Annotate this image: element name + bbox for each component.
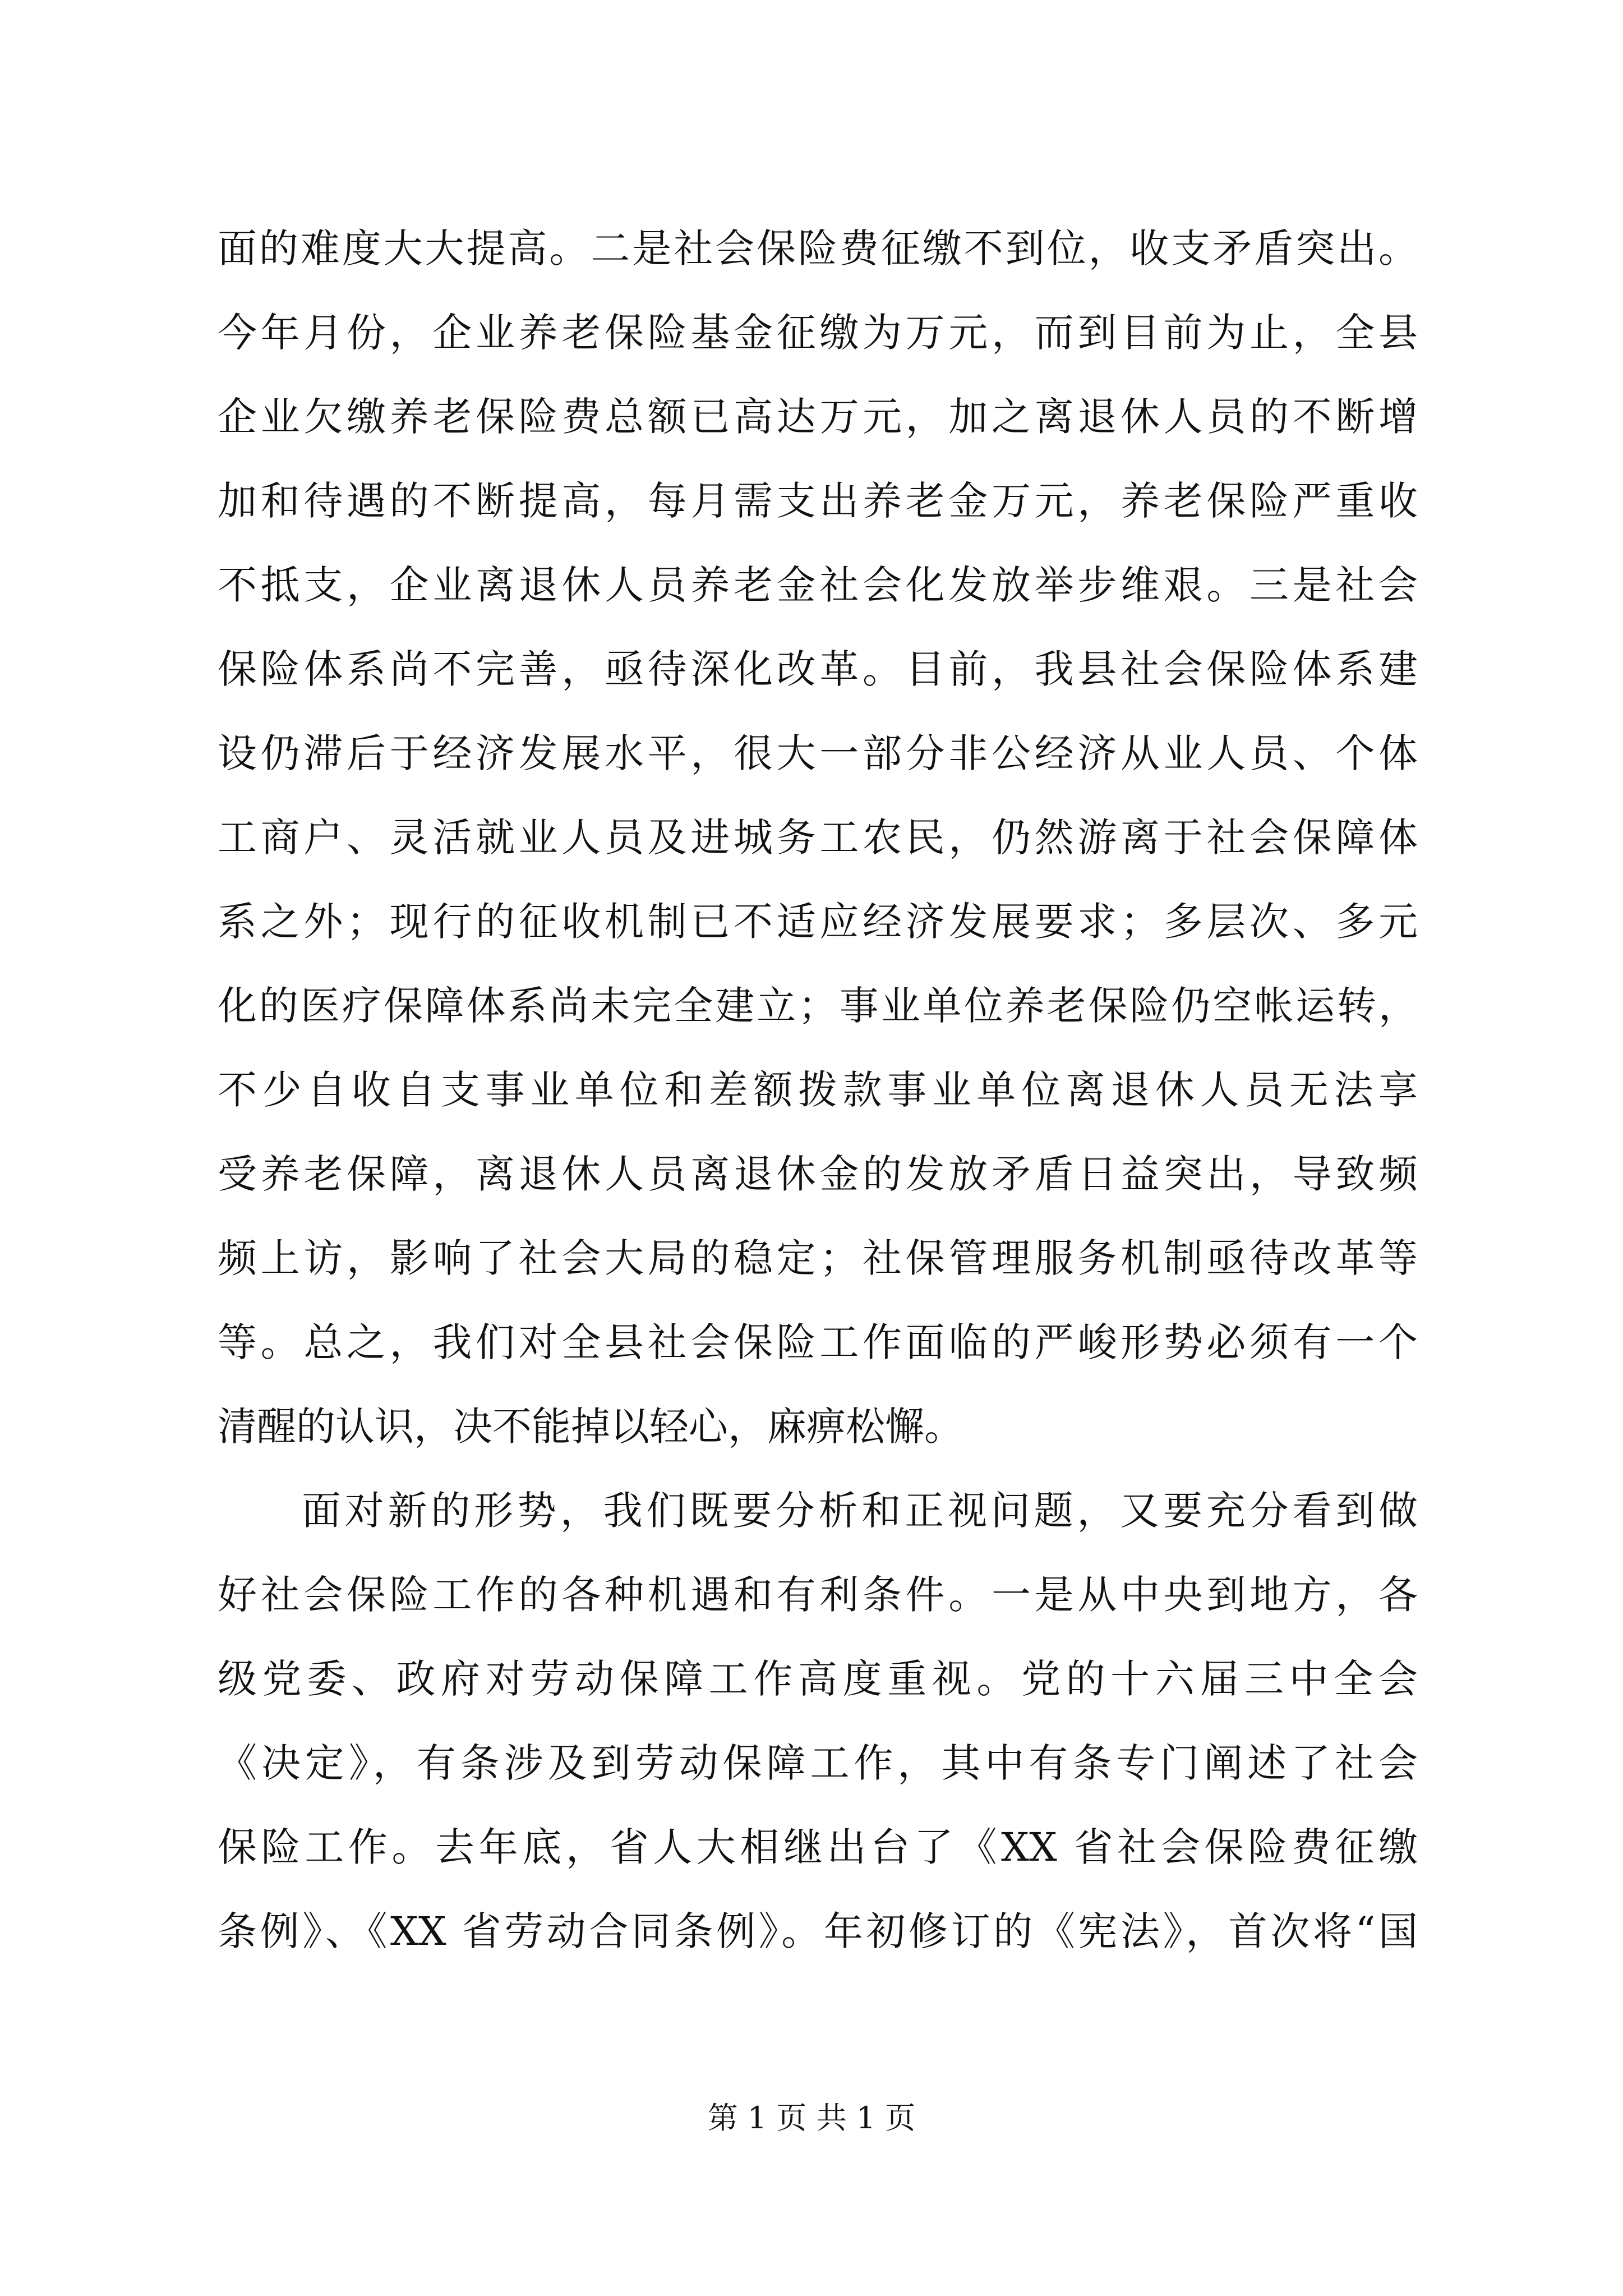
paragraph-2-line-2: 好社会保险工作的各种机遇和有利条件。一是从中央到地方，各 (218, 1572, 1418, 1618)
paragraph-1-line-15: 清醒的认识，决不能掉以轻心，麻痹松懈。 (218, 1404, 963, 1450)
paragraph-1-line-3: 企业欠缴养老保险费总额已高达万元，加之离退休人员的不断增 (218, 394, 1418, 440)
paragraph-1-line-8: 工商户、灵活就业人员及进城务工农民，仍然游离于社会保障体 (218, 815, 1418, 861)
paragraph-1-line-2: 今年月份，企业养老保险基金征缴为万元，而到目前为止，全县 (218, 310, 1418, 356)
paragraph-1-line-13: 频上访，影响了社会大局的稳定；社保管理服务机制亟待改革等 (218, 1235, 1418, 1281)
page-number-label: 第 1 页 共 1 页 (707, 2100, 916, 2136)
paragraph-1-line-10: 化的医疗保障体系尚未完全建立；事业单位养老保险仍空帐运转， (218, 983, 1418, 1029)
paragraph-2-line-3: 级党委、政府对劳动保障工作高度重视。党的十六届三中全会 (218, 1656, 1418, 1702)
paragraph-1-line-5: 不抵支，企业离退休人员养老金社会化发放举步维艰。三是社会 (218, 562, 1418, 608)
paragraph-1-line-9: 系之外；现行的征收机制已不适应经济发展要求；多层次、多元 (218, 899, 1418, 945)
paragraph-2-line-6: 条例》、《XX 省劳动合同条例》。年初修订的《宪法》，首次将“国 (218, 1908, 1418, 1954)
paragraph-1-line-6: 保险体系尚不完善，亟待深化改革。目前，我县社会保险体系建 (218, 646, 1418, 692)
paragraph-1-line-7: 设仍滞后于经济发展水平，很大一部分非公经济从业人员、个体 (218, 730, 1418, 776)
paragraph-1-line-11: 不少自收自支事业单位和差额拨款事业单位离退休人员无法享 (218, 1067, 1418, 1113)
paragraph-1-line-1: 面的难度大大提高。二是社会保险费征缴不到位，收支矛盾突出。 (218, 226, 1418, 272)
page-footer (0, 2096, 1623, 2141)
paragraph-1-line-12: 受养老保障，离退休人员离退休金的发放矛盾日益突出，导致频 (218, 1151, 1418, 1197)
paragraph-1-line-14: 等。总之，我们对全县社会保险工作面临的严峻形势必须有一个 (218, 1319, 1418, 1365)
paragraph-2-line-4: 《决定》，有条涉及到劳动保障工作，其中有条专门阐述了社会 (218, 1740, 1418, 1786)
document-body (218, 206, 1418, 1973)
paragraph-2-line-5: 保险工作。去年底，省人大相继出台了《XX 省社会保险费征缴 (218, 1824, 1418, 1870)
paragraph-1-line-4: 加和待遇的不断提高，每月需支出养老金万元，养老保险严重收 (218, 478, 1418, 524)
paragraph-2-line-1: 面对新的形势，我们既要分析和正视问题，又要充分看到做 (302, 1488, 1418, 1534)
